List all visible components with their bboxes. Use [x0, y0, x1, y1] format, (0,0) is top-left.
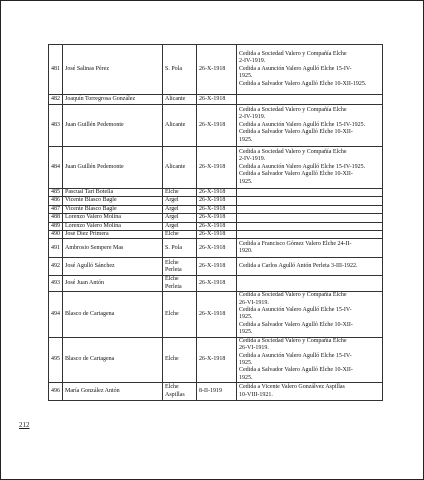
- note-line: Cedida a Asunción Valero Agulló Elche 15-IV-: [239, 352, 352, 359]
- note-line: 26-VI-1919.: [239, 299, 269, 306]
- notes-cell: [237, 292, 383, 337]
- entry-number-cell: 493: [49, 276, 63, 292]
- note-line: 1925.: [239, 374, 253, 381]
- owner-name-cell: Joaquín Torregrosa González: [63, 95, 163, 105]
- registry-body: [49, 45, 383, 401]
- registry-table: [48, 44, 383, 401]
- place-cell: Alicante: [163, 147, 197, 189]
- table-row: [49, 383, 383, 401]
- date-cell: 26-X-1918: [197, 231, 237, 239]
- place-cell: Elche Perleta: [163, 258, 197, 276]
- note-line: 1925.: [239, 136, 253, 143]
- note-line: Cedida a Salvador Valero Agulló Elche 10-XII-1925.: [239, 80, 367, 87]
- entry-number-cell: 491: [49, 239, 63, 258]
- note-line: Cedida a Salvador Valero Agulló Elche 10-XII-: [239, 367, 353, 374]
- note-line: Cedida a Sociedad Valero y Compañía Elche: [239, 292, 347, 299]
- note-line: Cedida a Salvador Valero Agulló Elche 10-XII-: [239, 321, 353, 328]
- table-row: [49, 239, 383, 258]
- table-row: [49, 147, 383, 189]
- place-cell: S. Pola: [163, 45, 197, 95]
- table-row: [49, 189, 383, 197]
- entry-number-cell: 486: [49, 197, 63, 205]
- place-cell: Elche Aspillas: [163, 383, 197, 401]
- note-line: 2-IV-1919.: [239, 58, 266, 65]
- note-line: Cedida a Vicente Valero Gonzálvez Aspillas: [239, 384, 345, 391]
- place-cell: Elche: [163, 292, 197, 337]
- place-cell: S. Pola: [163, 239, 197, 258]
- notes-cell: [237, 383, 383, 401]
- entry-number-cell: 481: [49, 45, 63, 95]
- notes-cell: [237, 189, 383, 197]
- date-cell: 26-X-1918: [197, 222, 237, 230]
- table-row: [49, 276, 383, 292]
- note-line: 1925.: [239, 73, 253, 80]
- owner-name-cell: Blasco de Cartagena: [63, 292, 163, 337]
- date-cell: 8-II-1919: [197, 383, 237, 401]
- note-line: Cedida a Sociedad Valero y Compañía Elche: [239, 50, 347, 57]
- notes-cell: [237, 258, 383, 276]
- note-line: Cedida a Asunción Valero Agulló Elche 15-IV-: [239, 65, 352, 72]
- owner-name-cell: Lorenzo Valero Molina: [63, 214, 163, 222]
- place-cell: Alicante: [163, 105, 197, 147]
- notes-cell: [237, 205, 383, 213]
- owner-name-cell: Juan Guillén Pedemonte: [63, 147, 163, 189]
- owner-name-cell: Pascual Tari Botella: [63, 189, 163, 197]
- owner-name-cell: María González Antón: [63, 383, 163, 401]
- note-line: 1925.: [239, 314, 253, 321]
- place-cell: Elche: [163, 189, 197, 197]
- owner-name-cell: Ambrosio Sempere Mas: [63, 239, 163, 258]
- entry-number-cell: 487: [49, 205, 63, 213]
- note-line: 1925.: [239, 178, 253, 185]
- date-cell: 26-X-1918: [197, 147, 237, 189]
- notes-cell: [237, 197, 383, 205]
- date-cell: 26-X-1918: [197, 258, 237, 276]
- owner-name-cell: José Salinas Pérez: [63, 45, 163, 95]
- date-cell: 26-X-1918: [197, 197, 237, 205]
- date-cell: 26-X-1918: [197, 292, 237, 337]
- owner-name-cell: José Agulló Sánchez: [63, 258, 163, 276]
- note-line: Cedida a Asunción Valero Agulló Elche 15-IV-1925.: [239, 121, 366, 128]
- notes-cell: [237, 222, 383, 230]
- note-line: 1925.: [239, 359, 253, 366]
- place-cell: Elche: [163, 231, 197, 239]
- note-line: Cedida a Carlos Agulló Antón Perleta 3-III-1922.: [239, 263, 358, 270]
- date-cell: 26-X-1918: [197, 239, 237, 258]
- place-cell: Alicante: [163, 95, 197, 105]
- note-line: Cedida a Sociedad Valero y Compañía Elche: [239, 337, 347, 344]
- entry-number-cell: 495: [49, 337, 63, 382]
- note-line: 26-VI-1919.: [239, 345, 269, 352]
- notes-cell: [237, 239, 383, 258]
- table-row: [49, 205, 383, 213]
- owner-name-cell: José Juan Antón: [63, 276, 163, 292]
- place-cell: Argel: [163, 214, 197, 222]
- note-line: 2-IV-1919.: [239, 156, 266, 163]
- entry-number-cell: 489: [49, 222, 63, 230]
- notes-cell: [237, 105, 383, 147]
- table-row: [49, 292, 383, 337]
- date-cell: 26-X-1918: [197, 45, 237, 95]
- entry-number-cell: 482: [49, 95, 63, 105]
- note-line: Cedida a Asunción Valero Agulló Elche 15-IV-1925.: [239, 163, 366, 170]
- owner-name-cell: José Díez Primera: [63, 231, 163, 239]
- entry-number-cell: 488: [49, 214, 63, 222]
- owner-name-cell: Vicente Blasco Bagle: [63, 205, 163, 213]
- owner-name-cell: Vicente Blasco Bagle: [63, 197, 163, 205]
- note-line: 1920.: [239, 248, 253, 255]
- table-row: [49, 95, 383, 105]
- date-cell: 26-X-1918: [197, 337, 237, 382]
- entry-number-cell: 490: [49, 231, 63, 239]
- date-cell: 26-X-1918: [197, 214, 237, 222]
- table-row: [49, 105, 383, 147]
- entry-number-cell: 494: [49, 292, 63, 337]
- page-number: 212: [19, 421, 30, 429]
- notes-cell: [237, 276, 383, 292]
- table-row: [49, 197, 383, 205]
- notes-cell: [237, 45, 383, 95]
- note-line: Cedida a Salvador Valero Agulló Elche 10-XII-: [239, 171, 353, 178]
- note-line: Cedida a Salvador Valero Agulló Elche 10-XII-: [239, 129, 353, 136]
- table-row: [49, 222, 383, 230]
- notes-cell: [237, 95, 383, 105]
- table-row: [49, 337, 383, 382]
- table-row: [49, 231, 383, 239]
- owner-name-cell: Blasco de Cartagena: [63, 337, 163, 382]
- place-cell: Elche Perleta: [163, 276, 197, 292]
- place-cell: Argel: [163, 205, 197, 213]
- entry-number-cell: 484: [49, 147, 63, 189]
- date-cell: 26-X-1918: [197, 105, 237, 147]
- date-cell: 26-X-1918: [197, 95, 237, 105]
- notes-cell: [237, 337, 383, 382]
- place-cell: Argel: [163, 197, 197, 205]
- entry-number-cell: 485: [49, 189, 63, 197]
- note-line: 1925.: [239, 329, 253, 336]
- table-row: [49, 45, 383, 95]
- owner-name-cell: Lorenzo Valero Molina: [63, 222, 163, 230]
- note-line: Cedida a Sociedad Valero y Compañía Elche: [239, 106, 347, 113]
- note-line: 10-VIII-1921.: [239, 391, 273, 398]
- date-cell: 26-X-1918: [197, 205, 237, 213]
- notes-cell: [237, 214, 383, 222]
- notes-cell: [237, 147, 383, 189]
- table-row: [49, 214, 383, 222]
- note-line: Cedida a Sociedad Valero y Compañía Elche: [239, 148, 347, 155]
- note-line: Cedida a Francisco Gómez Valero Elche 24-II-: [239, 241, 352, 248]
- entry-number-cell: 496: [49, 383, 63, 401]
- note-line: 2-IV-1919.: [239, 114, 266, 121]
- entry-number-cell: 483: [49, 105, 63, 147]
- notes-cell: [237, 231, 383, 239]
- note-line: Cedida a Asunción Valero Agulló Elche 15-IV-: [239, 307, 352, 314]
- place-cell: Elche: [163, 337, 197, 382]
- owner-name-cell: Juan Guillén Pedemonte: [63, 105, 163, 147]
- table-row: [49, 258, 383, 276]
- date-cell: 26-X-1918: [197, 276, 237, 292]
- entry-number-cell: 492: [49, 258, 63, 276]
- date-cell: 26-X-1918: [197, 189, 237, 197]
- place-cell: Argel: [163, 222, 197, 230]
